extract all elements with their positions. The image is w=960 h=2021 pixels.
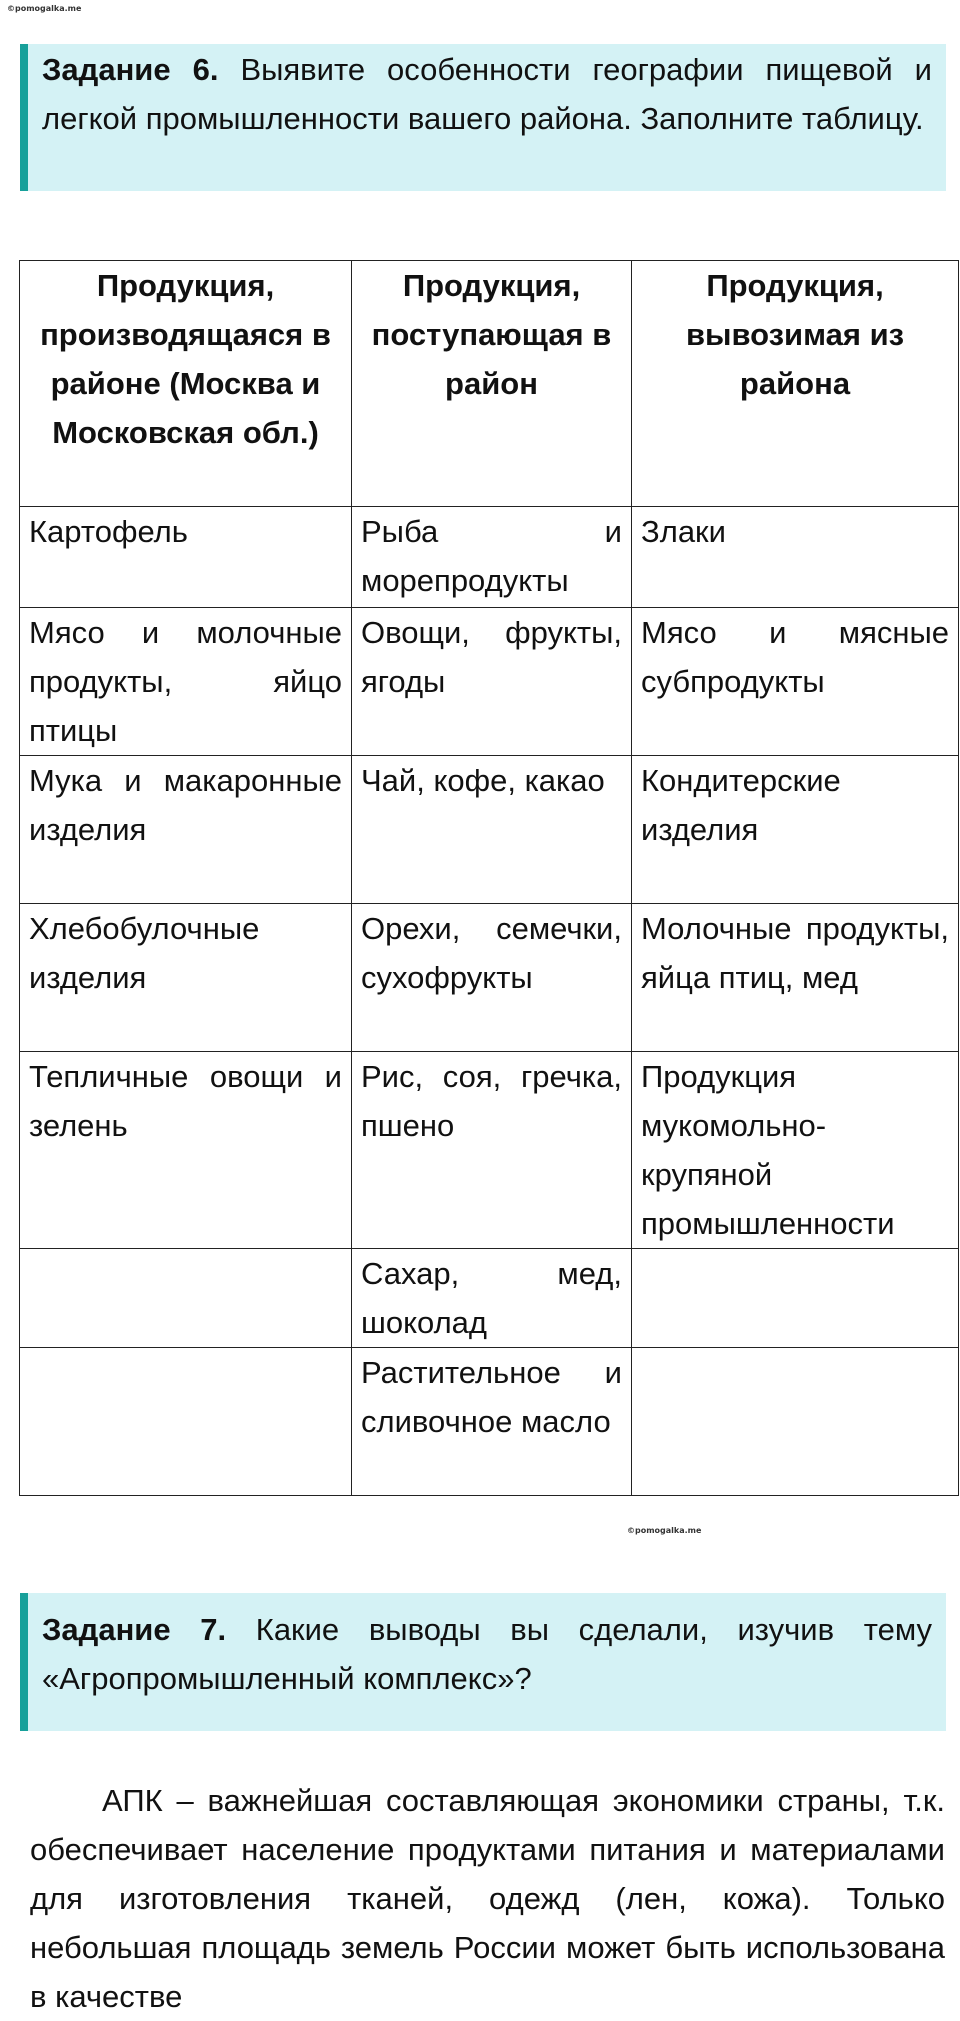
task-6-text: Выявите особенности географии пищевой и легкой промышленности вашего района. Заполните таблицу. xyxy=(42,52,933,136)
table-cell: Орехи, семечки, сухофрукты xyxy=(352,904,632,1052)
table-row xyxy=(20,756,959,904)
watermark-middle: ©pomogalka.me xyxy=(627,1526,702,1535)
products-table xyxy=(19,260,959,1496)
table-cell xyxy=(20,1348,352,1496)
task-6-box xyxy=(20,44,946,191)
table-cell: Мясо и мясные субпродукты xyxy=(632,608,959,756)
table-row xyxy=(20,1249,959,1348)
table-cell: Рыба и морепродукты xyxy=(352,507,632,608)
table-cell: Злаки xyxy=(632,507,959,608)
task-6-label: Задание 6. xyxy=(42,52,219,87)
watermark-top: ©pomogalka.me xyxy=(7,4,82,13)
table-cell: Кондитерские изделия xyxy=(632,756,959,904)
table-cell: Картофель xyxy=(20,507,352,608)
table-row xyxy=(20,1348,959,1496)
header-produced: Продукция, производящаяся в районе (Москва и Московская обл.) xyxy=(20,261,352,507)
answer-block xyxy=(30,1776,945,2021)
table-row xyxy=(20,507,959,608)
table-cell: Мука и макаронные изделия xyxy=(20,756,352,904)
task-7-text: Какие выводы вы сделали, изучив тему «Агропромышленный комплекс»? xyxy=(42,1612,932,1696)
table-row xyxy=(20,904,959,1052)
task-7-label: Задание 7. xyxy=(42,1612,227,1647)
task-7-box xyxy=(20,1593,946,1731)
table-header-row xyxy=(20,261,959,507)
header-exported: Продукция, вывозимая из района xyxy=(632,261,959,507)
table-cell xyxy=(20,1249,352,1348)
table-row xyxy=(20,1052,959,1249)
table-cell: Мясо и молочные продукты, яйцо птицы xyxy=(20,608,352,756)
table-cell xyxy=(632,1348,959,1496)
table-cell: Сахар, мед, шоколад xyxy=(352,1249,632,1348)
answer-paragraph: АПК – важнейшая составляющая экономики страны, т.к. обеспечивает население продуктами питания и материалами для изготовления тканей, одежд (лен, кожа). Только небольшая площадь земель России может быть использована в качестве xyxy=(30,1783,945,2014)
table-cell: Растительное и сливочное масло xyxy=(352,1348,632,1496)
table-cell xyxy=(632,1249,959,1348)
table-row xyxy=(20,608,959,756)
table-cell: Молочные продукты, яйца птиц, мед xyxy=(632,904,959,1052)
table-cell: Хлебобулочные изделия xyxy=(20,904,352,1052)
header-imported: Продукция, поступающая в район xyxy=(352,261,632,507)
table-cell: Продукция мукомольно-крупяной промышленности xyxy=(632,1052,959,1249)
table-cell: Чай, кофе, какао xyxy=(352,756,632,904)
table-cell: Тепличные овощи и зелень xyxy=(20,1052,352,1249)
table-cell: Овощи, фрукты, ягоды xyxy=(352,608,632,756)
table-cell: Рис, соя, гречка, пшено xyxy=(352,1052,632,1249)
